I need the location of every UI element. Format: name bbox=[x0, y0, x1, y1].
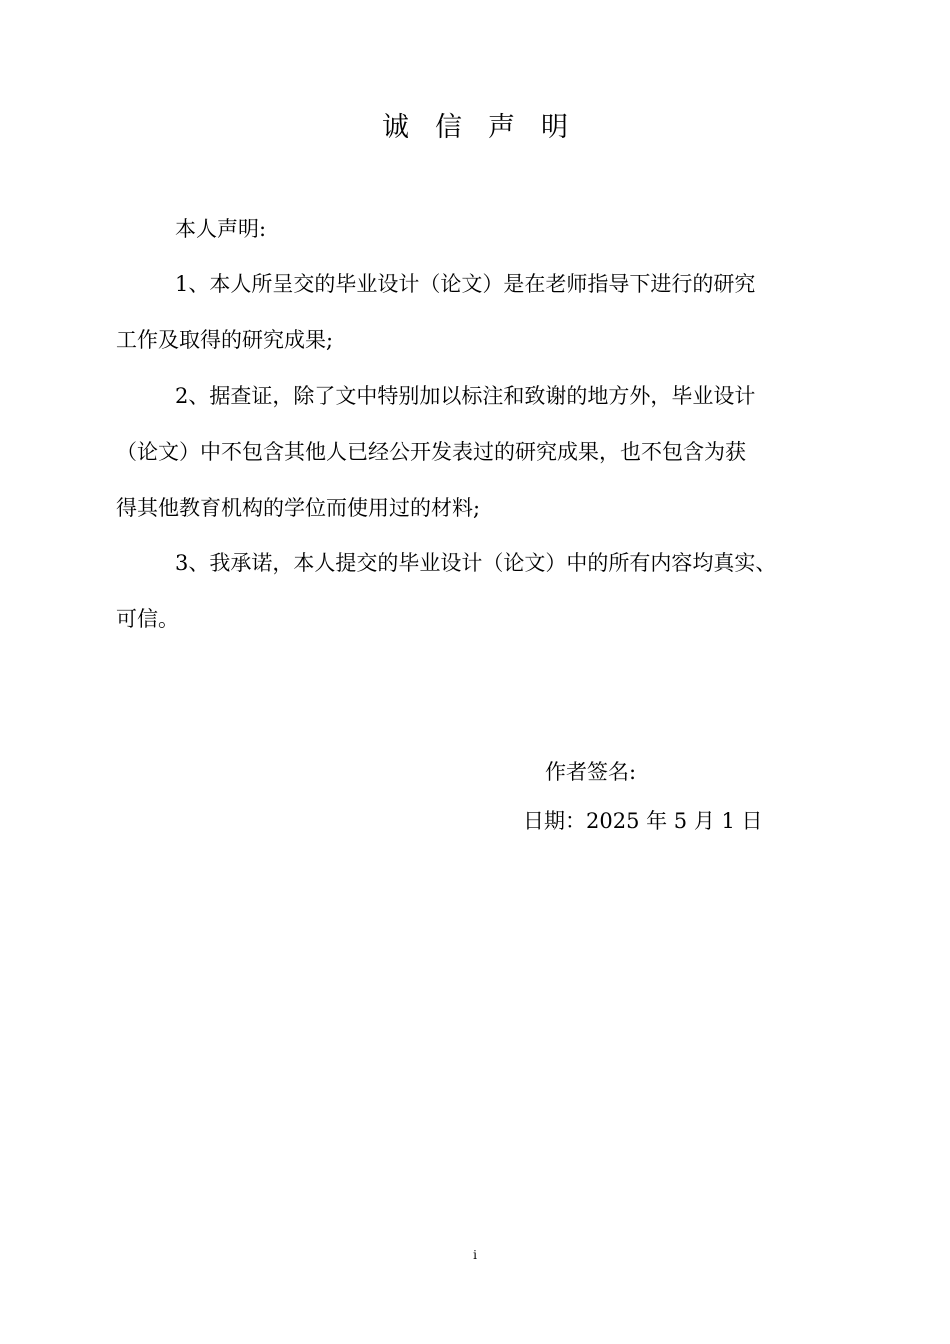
item-1-line-2: 工作及取得的研究成果; bbox=[116, 328, 334, 352]
signature-label: 作者签名: bbox=[545, 760, 637, 784]
page-number: i bbox=[473, 1248, 477, 1262]
item-2-line-3: 得其他教育机构的学位而使用过的材料; bbox=[116, 496, 481, 520]
item-3-line-2: 可信。 bbox=[116, 607, 179, 631]
item-2-line-2: （论文）中不包含其他人已经公开发表过的研究成果，也不包含为获 bbox=[116, 440, 746, 464]
item-1-line-1: 1、本人所呈交的毕业设计（论文）是在老师指导下进行的研究 bbox=[175, 272, 756, 296]
date-line: 日期：2025 年 5 月 1 日 bbox=[523, 809, 763, 833]
item-2-line-1: 2、据查证，除了文中特别加以标注和致谢的地方外，毕业设计 bbox=[175, 384, 756, 408]
item-3-line-1: 3、我承诺，本人提交的毕业设计（论文）中的所有内容均真实、 bbox=[175, 551, 777, 575]
page-title: 诚信声明 bbox=[382, 112, 594, 143]
intro-text: 本人声明: bbox=[175, 217, 267, 241]
